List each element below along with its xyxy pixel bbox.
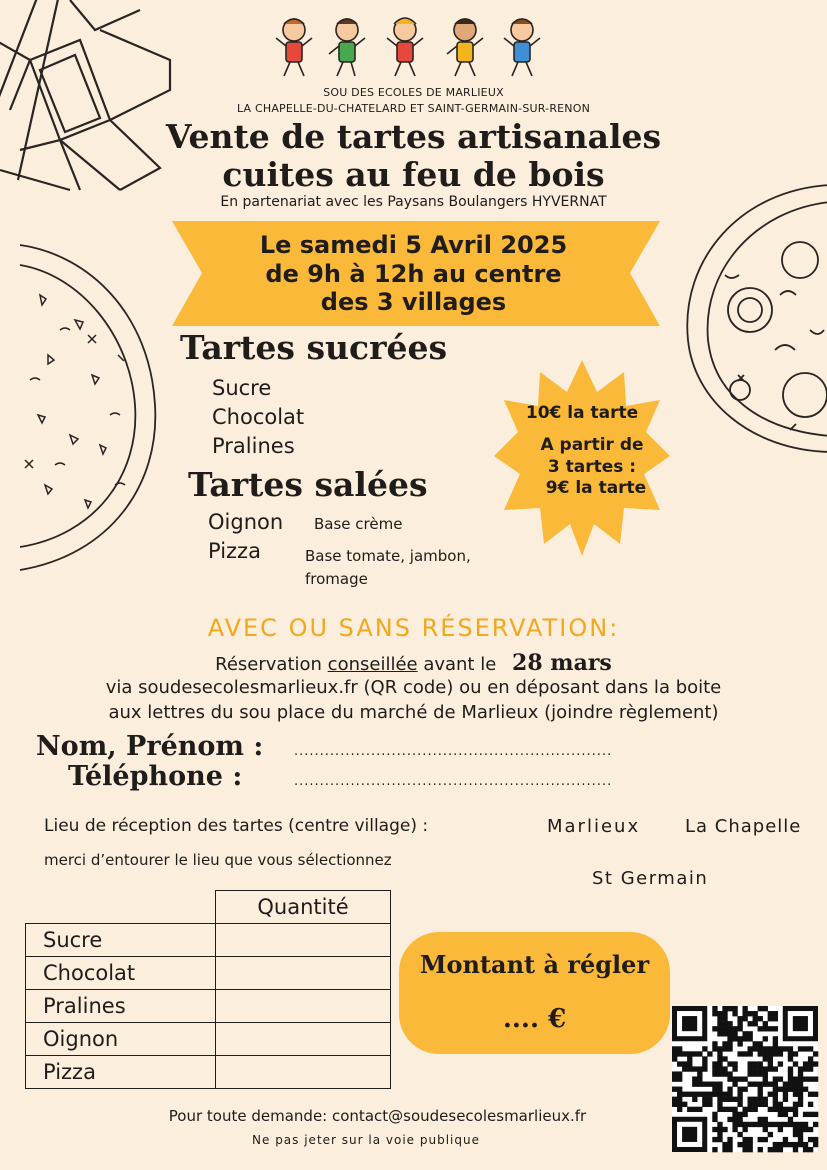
table-header-row [26, 891, 391, 924]
pizza-sketch-right-icon [680, 180, 827, 460]
banner-line-3: des 3 villages [320, 288, 507, 316]
price-multi-2: 3 tartes : [547, 457, 637, 477]
quantity-cell-pizza[interactable] [216, 1056, 391, 1089]
row-label-oignon: Oignon [26, 1023, 216, 1056]
litter-notice: Ne pas jeter sur la voie publique [252, 1133, 480, 1147]
price-multi-1: A partir de [540, 435, 644, 455]
quantity-header: Quantité [216, 891, 391, 924]
table-row [26, 924, 391, 957]
quantity-cell-sucre[interactable] [216, 924, 391, 957]
price-multi-3: 9€ la tarte [545, 478, 647, 498]
table-row [26, 957, 391, 990]
savory-note-pizza-1: Base tomate, jambon, [305, 547, 471, 565]
quantity-cell-pralines[interactable] [216, 990, 391, 1023]
name-label: Nom, Prénom : [36, 731, 264, 762]
row-label-chocolat: Chocolat [26, 957, 216, 990]
table-row [26, 1056, 391, 1089]
phone-label: Téléphone : [68, 761, 243, 792]
reservation-line-1-pre: Réservation [215, 654, 328, 675]
sweet-item-chocolat: Chocolat [212, 405, 305, 429]
location-label: Lieu de réception des tartes (centre village) : [44, 816, 429, 836]
amount-label: Montant à régler [419, 950, 650, 979]
row-label-pizza: Pizza [26, 1056, 216, 1089]
contact-line: Pour toute demande: contact@soudesecolesmarlieux.fr [168, 1107, 587, 1125]
title-line-2: cuites au feu de bois [222, 155, 605, 194]
reservation-line-3: aux lettres du sou place du marché de Marlieux (joindre règlement) [108, 702, 719, 723]
sweet-tarts-heading: Tartes sucrées [180, 328, 448, 367]
row-label-pralines: Pralines [26, 990, 216, 1023]
organization-villages: LA CHAPELLE-DU-CHATELARD ET SAINT-GERMAIN-SUR-RENON [236, 102, 591, 115]
location-la-chapelle[interactable]: La Chapelle [685, 816, 802, 837]
quantity-cell-oignon[interactable] [216, 1023, 391, 1056]
phone-input-line[interactable]: .............................................................. [294, 774, 613, 789]
savory-note-pizza-2: fromage [305, 570, 368, 588]
table-corner [26, 891, 216, 924]
row-label-sucre: Sucre [26, 924, 216, 957]
sweet-item-sucre: Sucre [212, 376, 272, 400]
reservation-line-1 [0, 650, 827, 676]
banner-line-2: de 9h à 12h au centre [265, 260, 562, 288]
organization-name: SOU DES ECOLES DE MARLIEUX [323, 86, 504, 99]
title-line-1: Vente de tartes artisanales [165, 117, 662, 156]
kids-jumping-logo-icon [272, 10, 542, 88]
savory-item-pizza: Pizza [208, 539, 261, 563]
reservation-deadline: 28 mars [512, 650, 612, 676]
reservation-line-1-post: avant le [417, 654, 497, 675]
reservation-heading: AVEC OU SANS RÉSERVATION: [207, 614, 620, 642]
location-hint: merci d’entourer le lieu que vous sélectionnez [44, 851, 392, 869]
price-single: 10€ la tarte [525, 403, 639, 423]
reservation-line-2: via soudesecolesmarlieux.fr (QR code) ou en déposant dans la boite [105, 677, 722, 698]
table-row [26, 1023, 391, 1056]
banner-line-1: Le samedi 5 Avril 2025 [259, 231, 568, 259]
name-input-line[interactable]: .............................................................. [294, 744, 613, 759]
reservation-line-1-underlined: conseillée [327, 654, 418, 675]
quantity-cell-chocolat[interactable] [216, 957, 391, 990]
order-table [25, 890, 391, 1089]
qr-code-icon[interactable] [672, 1006, 818, 1152]
savory-item-oignon: Oignon [208, 510, 284, 534]
savory-tarts-heading: Tartes salées [188, 465, 428, 504]
location-marlieux[interactable]: Marlieux [547, 816, 641, 837]
amount-value[interactable]: .... € [502, 1004, 567, 1034]
table-row [26, 990, 391, 1023]
sweet-item-pralines: Pralines [212, 434, 295, 458]
location-st-germain[interactable]: St Germain [592, 868, 709, 889]
partner-line: En partenariat avec les Paysans Boulangers HYVERNAT [220, 194, 607, 210]
savory-note-oignon: Base crème [314, 515, 403, 533]
